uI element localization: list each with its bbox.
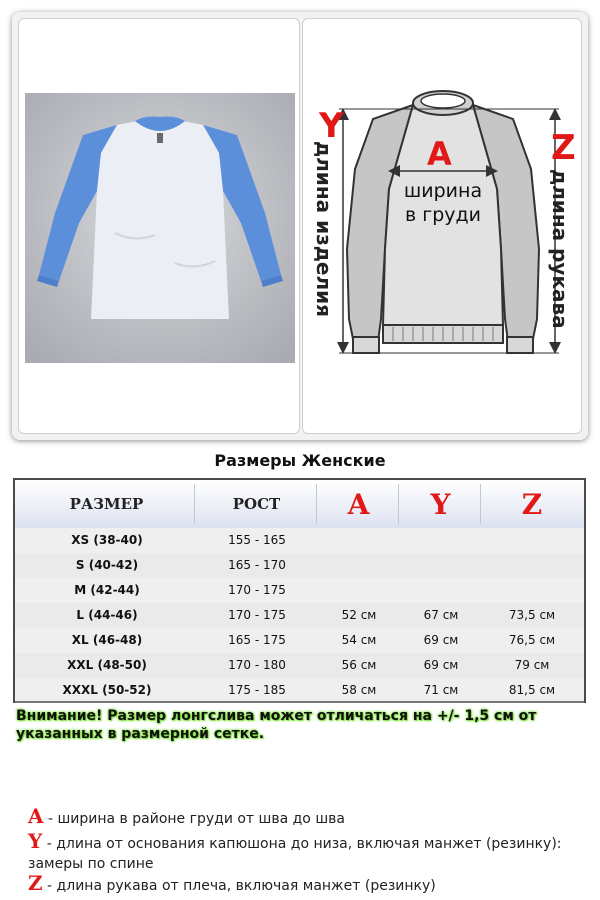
- cell-size: XXXL (50-52): [62, 683, 152, 697]
- cell-height: 170 - 180: [228, 658, 286, 672]
- cell-y: 71 см: [423, 683, 459, 697]
- header-a-label: A: [347, 487, 370, 521]
- cell-y: 67 см: [423, 608, 459, 622]
- product-photo: [25, 93, 295, 363]
- legend-letter-y: Y: [28, 829, 43, 853]
- table-row: [15, 678, 584, 703]
- cell-size: XS (38-40): [71, 533, 143, 547]
- cell-z: 76,5 см: [508, 633, 556, 647]
- cell-size: XXL (48-50): [67, 658, 147, 672]
- size-warning-note: Внимание! Размер лонгслива может отличаться на +/- 1,5 см от указанных в размерной сетке.: [16, 708, 537, 742]
- cell-height: 170 - 175: [228, 608, 286, 622]
- cell-a: [319, 578, 399, 603]
- cell-z: [483, 553, 581, 578]
- sleeve-length-label: длина рукава: [548, 169, 572, 329]
- measurement-diagram-card: [302, 18, 582, 434]
- cell-a: 56 см: [341, 658, 377, 672]
- cell-z: [483, 528, 581, 553]
- cell-height: 155 - 165: [228, 533, 286, 547]
- diagram-letter-y: Y: [319, 106, 344, 146]
- cell-size: L (44-46): [76, 608, 138, 622]
- legend-letter-z: Z: [28, 871, 43, 895]
- cell-z: 79 см: [514, 658, 550, 672]
- chest-width-label-1: ширина: [403, 180, 483, 202]
- cell-y: 69 см: [423, 633, 459, 647]
- page-title: Размеры Женские: [214, 451, 386, 470]
- illustration-frame: [12, 12, 588, 440]
- header-height-label: РОСТ: [232, 495, 281, 513]
- cell-y: [401, 578, 481, 603]
- header-size: [19, 484, 195, 524]
- legend-text-y: - длина от основания капюшона до низа, включая манжет (резинку): замеры по спине: [28, 836, 562, 872]
- cell-height: 170 - 175: [228, 583, 286, 597]
- cell-a: 52 см: [341, 608, 377, 622]
- table-row: [15, 528, 584, 553]
- chest-width-label-2: в груди: [404, 204, 482, 226]
- cell-size: M (42-44): [74, 583, 140, 597]
- product-photo-card: [18, 18, 300, 434]
- header-y: [401, 484, 481, 524]
- legend-letter-a: A: [28, 804, 44, 828]
- cell-height: 165 - 175: [228, 633, 286, 647]
- table-row: [15, 653, 584, 678]
- legend-text-z: - длина рукава от плеча, включая манжет (резинку): [42, 878, 436, 894]
- header-size-label: РАЗМЕР: [69, 495, 144, 513]
- table-row: [15, 578, 584, 603]
- cell-a: [319, 553, 399, 578]
- legend-item-y: [28, 831, 573, 874]
- diagram-letter-a: A: [427, 135, 452, 173]
- cell-size: XL (46-48): [71, 633, 143, 647]
- cell-y: [401, 528, 481, 553]
- legend-text-a: - ширина в районе груди от шва до шва: [43, 811, 345, 827]
- cell-a: [319, 528, 399, 553]
- size-table: [13, 478, 586, 703]
- cell-y: 69 см: [423, 658, 459, 672]
- cell-height: 165 - 170: [228, 558, 286, 572]
- legend-item-z: [28, 873, 588, 896]
- header-z: [483, 484, 581, 524]
- table-row: [15, 628, 584, 653]
- measurement-diagram: [303, 19, 583, 435]
- cell-size: S (40-42): [75, 558, 139, 572]
- cell-z: 81,5 см: [508, 683, 556, 697]
- cell-y: [401, 553, 481, 578]
- cell-a: 58 см: [341, 683, 377, 697]
- diagram-letter-z: Z: [551, 128, 576, 168]
- cell-height: 175 - 185: [228, 683, 286, 697]
- product-length-label: длина изделия: [312, 141, 336, 317]
- cell-z: [483, 578, 581, 603]
- header-y-label: Y: [430, 487, 451, 521]
- header-z-label: Z: [521, 487, 543, 521]
- table-row: [15, 553, 584, 578]
- header-a: [319, 484, 399, 524]
- cell-z: 73,5 см: [508, 608, 556, 622]
- cell-a: 54 см: [341, 633, 377, 647]
- legend-item-a: [28, 806, 588, 829]
- header-height: [197, 484, 317, 524]
- table-header-row: [15, 480, 584, 528]
- table-row: [15, 603, 584, 628]
